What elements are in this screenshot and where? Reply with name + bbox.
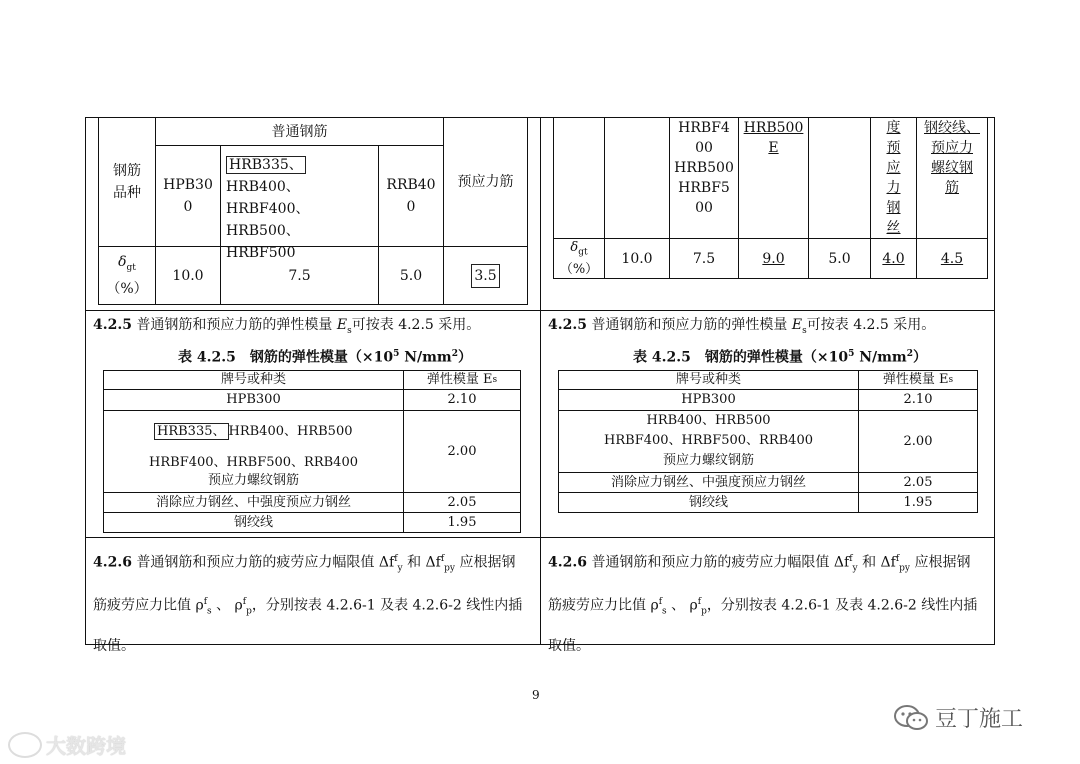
left-mod-header-grade: 牌号或种类 <box>220 372 286 387</box>
left-mod-r4: 钢绞线 <box>233 514 273 530</box>
watermark-left: 大数跨境 <box>8 730 126 759</box>
right-value-2: 7.5 <box>692 250 716 267</box>
left-clause-426: 4.2.6 普通钢筋和预应力筋的疲劳应力幅限值 $\Delta f^f_y$ 和 $\Delta f^f_{py}$ 应根据钢 筋疲劳应力比值 $\rho^f_s$ 、 $\rho^f_p$，分别按表 4.2.6-1 及表 4.2.6-2 线性内插 取值。 <box>93 554 523 654</box>
right-mod-r3: 消除应力钢丝、中强度预应力钢丝 <box>610 474 806 490</box>
frame-right <box>994 117 995 645</box>
right-clause-426: 4.2.6 普通钢筋和预应力筋的疲劳应力幅限值 $\Delta f^f_y$ 和 $\Delta f^f_{py}$ 应根据钢 筋疲劳应力比值 $\rho^f_s$ 、 $\rho^f_p$，分别按表 4.2.6-1 及表 4.2.6-2 线性内插 取值。 <box>548 554 978 654</box>
right-mod-r1-value: 2.10 <box>903 392 933 407</box>
right-value-1: 10.0 <box>621 250 653 267</box>
right-mod-r4-value: 1.95 <box>903 494 933 510</box>
left-mod-r1: HPB300 <box>226 392 281 407</box>
row-header-rebar-type: 钢筋 品种 <box>113 163 141 201</box>
header-hrbf400-hrb500: HRBF4 00 HRB500 HRBF5 00 <box>674 120 734 216</box>
value-prestress: 3.5 <box>444 247 527 304</box>
header-hrb-group: HRB335、HRB400、 HRBF400、 HRB500、 HRBF500 <box>226 157 310 261</box>
page-number: 9 <box>532 688 540 702</box>
value-hrb: 7.5 <box>288 267 311 284</box>
header-strand-thread: 钢绞线、 预应力 螺纹钢 筋 <box>924 120 980 196</box>
weibo-icon <box>8 732 42 758</box>
right-mod-header-modulus: 弹性模量 E s <box>882 372 954 387</box>
wechat-icon <box>893 704 929 732</box>
group-header-ordinary: 普通钢筋 <box>271 123 328 140</box>
left-table-title: 表 4.2.5 钢筋的弹性模量（$\times 10^5$ $N/mm^2$） <box>178 349 473 366</box>
delta-gt-label: $\delta_{gt}$ （%） <box>106 253 148 298</box>
header-hrb500e: HRB500 E <box>743 120 804 156</box>
header-medium-strength-wire: 度 预 应 力 钢 丝 <box>886 120 901 236</box>
right-mod-r2-value: 2.00 <box>903 433 933 449</box>
left-clause-425: 4.2.5 普通钢筋和预应力筋的弹性模量 $E_s$可按表 4.2.5 采用。 <box>93 317 481 336</box>
left-mod-r4-value: 1.95 <box>447 514 477 530</box>
frame-middle <box>540 117 541 645</box>
boxed-hrb335: HRB335、 <box>226 156 306 174</box>
left-mod-header-modulus: 弹性模量 E s <box>426 372 498 387</box>
value-rrb400: 5.0 <box>399 267 423 284</box>
frame-row-sep-1 <box>85 310 995 311</box>
frame-row-sep-2 <box>85 537 995 538</box>
right-value-5: 4.0 <box>882 250 905 267</box>
right-value-6: 4.5 <box>940 250 964 267</box>
left-mod-r3: 消除应力钢丝、中强度预应力钢丝 <box>155 494 351 510</box>
right-value-3: 9.0 <box>762 250 785 267</box>
left-mod-r2: HRB335、 HRB400、HRB500 HRBF400、HRBF500、RRB400 预应力螺纹钢筋 <box>149 424 358 488</box>
right-mod-r4: 钢绞线 <box>688 494 728 510</box>
left-mod-boxed-hrb335: HRB335、 <box>154 423 229 440</box>
left-mod-r3-value: 2.05 <box>447 494 477 510</box>
right-clause-425: 4.2.5 普通钢筋和预应力筋的弹性模量 $E_s$可按表 4.2.5 采用。 <box>548 317 936 336</box>
right-mod-r3-value: 2.05 <box>903 474 933 490</box>
header-hpb300: HPB30 0 <box>163 177 213 215</box>
left-mod-r2-value: 2.00 <box>447 443 477 459</box>
value-hpb300: 10.0 <box>172 267 204 284</box>
header-rrb400: RRB40 0 <box>386 177 436 215</box>
right-value-4: 5.0 <box>828 250 851 267</box>
watermark-right: 豆丁施工 <box>893 702 1023 733</box>
frame-left <box>85 117 86 645</box>
right-mod-r2: HRB400、HRB500 HRBF400、HRBF500、RRB400 预应力螺纹钢筋 <box>604 413 813 468</box>
right-delta-gt-label: $\delta_{gt}$ （%） <box>559 239 599 278</box>
right-mod-header-grade: 牌号或种类 <box>675 372 741 387</box>
right-table-title: 表 4.2.5 钢筋的弹性模量（$\times 10^5$ $N/mm^2$） <box>633 349 928 366</box>
header-prestress: 预应力筋 <box>457 174 514 190</box>
right-mod-r1: HPB300 <box>681 392 736 407</box>
left-mod-r1-value: 2.10 <box>447 392 477 407</box>
